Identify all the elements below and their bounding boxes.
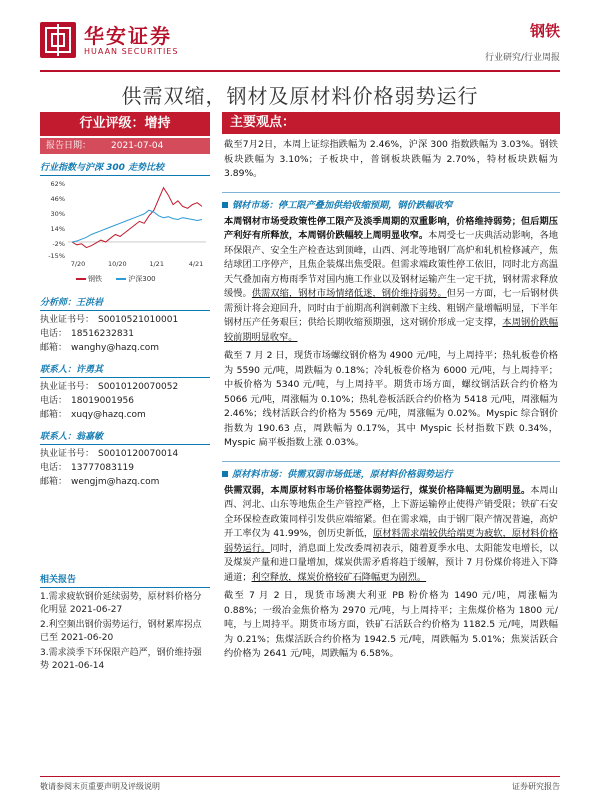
sector-label: 钢铁 [529, 22, 560, 40]
footer-report-type: 证券研究报告 [512, 782, 560, 791]
logo-english-name: HUAAN SECURITIES [84, 47, 179, 56]
left-sidebar [40, 112, 210, 772]
steel-p1: 本周受七一庆典活动影响，各地环保限产、安全生产检查达到顶峰，山西、河北等地钢厂高炉和轧机检修减产，焦结球团工序停产，且焦企装煤出焦受限。但需求端政策性停工依旧，同时北方高温天气叠加南方梅雨季节对国内施工作业以及钢材运输产生一定干扰，钢材需求释放缓慢。 [224, 230, 559, 299]
key-points-heading: 主要观点： [222, 112, 560, 134]
raw-material-heading [222, 461, 560, 480]
analyst-1-title: 分析师：王洪岩 [40, 296, 210, 311]
contact-2-phone-value: 13777083119 [71, 463, 135, 473]
raw-lead: 供需双弱，本周原材料市场价格整体弱势运行，煤炭价格降幅更为剧明显。 [224, 484, 531, 496]
related-report-item[interactable]: 3.需求淡季下环保限产趋严，钢价维持强势 2021-06-14 [40, 648, 202, 671]
industry-rating: 行业评级：增持 [40, 112, 210, 136]
index-comparison-chart [40, 178, 210, 288]
steel-u1: 供需双缩，钢材市场情绪低迷，钢价维持弱势。 [251, 288, 447, 299]
analyst-1-email [40, 341, 210, 355]
chart-title: 行业指数与沪深 300 走势比较 [40, 160, 210, 176]
steel-price-paragraph: 截至 7 月 2 日，现货市场螺纹钢价格为 4900 元/吨，与上周持平；热轧板卷价格为 5590 元/吨，周跌幅为 0.18%；冷轧板卷价格为 6000 元/吨，与上周持平；中板价格为 5340 元/吨，与上周持平。期货市场方面，螺纹钢活跃合约价格为 5066 元/吨，周涨幅为 0.10%；热轧卷板活跃合约价格为 5418 元/吨，周涨幅为 2.46%；线材活跃合约价格为 5569 元/吨，周涨幅为 0.02%。Myspic 综合钢价指数为 190.63 点，周跌幅为 0.17%，其中 Myspic 长材指数下跌 0.34%，Myspic 扁平板指数上涨 0.03%。 [224, 350, 558, 448]
contact-1-license-label: 执业证书号： [40, 382, 95, 392]
header-divider [40, 70, 560, 72]
steel-market-heading-text: 钢材市场：停工限产叠加供给收缩预期，钢价跌幅收窄 [232, 199, 453, 211]
disclaimer-note: 敬请参阅末页重要声明及评级说明 [40, 782, 160, 791]
bullet-square-icon [222, 471, 228, 477]
contact-1-phone [40, 394, 210, 408]
steel-market-body [222, 215, 560, 346]
raw-price-paragraph: 截至 7 月 2 日，现货市场澳大利亚 PB 粉价格为 1490 元/吨，周涨幅为 0.88%；一级冶金焦价格为 2970 元/吨，与上周持平；主焦煤价格为 1800 元/吨，与上周持平。期货市场方面，铁矿石活跃合约价格为 1182.5 元/吨，周跌幅为 0.21%；焦煤活跃合约价格为 1942.5 元/吨，周跌幅为 5.01%；焦炭活跃合约价格为 2641 元/吨，周跌幅为 6.58%。 [224, 590, 558, 659]
legend-csi300-marker [116, 278, 126, 280]
contact-2-email-value[interactable]: wengjm@hazq.com [71, 477, 160, 487]
y-tick-label: 14% [50, 224, 65, 233]
y-tick-label: 62% [50, 180, 65, 188]
related-reports [40, 574, 210, 675]
page-footer [40, 776, 560, 792]
steel-p2: 但另一方面，七一后钢材供需预计将会迎回升，同时由于前期高利润刺激下主线、粗钢产量增幅明显，下半年钢材压产任务艰巨；供给长期收缩预期强，这对钢价形成一定支撑， [224, 288, 559, 328]
contact-1-email-label: 邮箱： [40, 410, 68, 420]
analyst-1 [40, 296, 210, 355]
contact-2-phone [40, 461, 210, 475]
report-date-row [40, 138, 210, 154]
steel-u2: 本周钢价跌幅较前期明显收窄。 [224, 317, 559, 343]
steel-market-heading [222, 192, 560, 211]
series-line-csi300 [72, 210, 202, 242]
analyst-1-license [40, 313, 210, 327]
y-tick-label: -2% [52, 239, 65, 248]
report-date: 2021-07-04 [111, 141, 164, 151]
y-tick-label: 46% [50, 194, 65, 203]
contact-2-license-label: 执业证书号： [40, 449, 95, 459]
y-tick-label: 30% [50, 209, 65, 218]
y-tick-label: -15% [48, 252, 65, 260]
raw-u1: 原材料需求端较供给端更为疲软，原材料价格弱势运行。 [224, 528, 559, 554]
company-logo-icon [40, 22, 76, 58]
contact-1-title: 联系人：许勇其 [40, 363, 210, 378]
contact-2 [40, 430, 210, 489]
analyst-1-email-value[interactable]: wanghy@hazq.com [71, 343, 160, 353]
analyst-1-phone-value: 18516232831 [71, 329, 135, 339]
breadcrumb: 行业研究/行业周报 [484, 53, 560, 63]
contact-1-phone-label: 电话： [40, 396, 68, 406]
report-date-label: 报告日期： [46, 141, 92, 151]
analyst-1-phone [40, 327, 210, 341]
analyst-block [40, 296, 210, 489]
related-reports-title: 相关报告 [40, 574, 210, 588]
bullet-square-icon [222, 202, 228, 208]
contact-1-license-value: S0010120070052 [98, 382, 179, 392]
contact-2-license-value: S0010120070014 [98, 449, 179, 459]
report-title: 供需双缩，钢材及原材料价格弱势运行 [121, 84, 479, 108]
raw-material-body [222, 484, 560, 586]
chart-svg [40, 178, 210, 273]
contact-2-title: 联系人：翁嘉敏 [40, 430, 210, 445]
contact-2-email-label: 邮箱： [40, 477, 68, 487]
logo-chinese-name: 华安证券 [84, 24, 172, 48]
contact-2-license [40, 447, 210, 461]
x-tick-label: 4/21 [188, 260, 204, 268]
contact-1 [40, 363, 210, 422]
analyst-1-phone-label: 电话： [40, 329, 68, 339]
related-report-item[interactable]: 2.利空频出钢价弱势运行，钢材累库拐点已至 2021-06-20 [40, 620, 202, 643]
contact-1-email [40, 408, 210, 422]
related-report-item[interactable]: 1.需求疲软钢价延续弱势，原材料价格分化明显 2021-06-27 [40, 592, 202, 615]
contact-1-phone-value: 18019001956 [71, 396, 135, 406]
x-tick-label: 7/20 [70, 260, 86, 268]
x-tick-label: 1/21 [149, 260, 164, 268]
page-header [40, 20, 560, 68]
x-tick-label: 10/20 [107, 260, 127, 268]
main-content [222, 112, 560, 772]
raw-p1: 本周山西、河北、山东等地焦企生产管控严格，上下游运输停止使得产销受限；铁矿石安全环保检查政策同样引发供应端缩紧。但在需求端，由于钢厂限产情况普遍，高炉开工率仅为 41.99%，创历史新低， [224, 484, 559, 539]
market-summary: 截至7月2日，本周上证综指跌幅为 2.46%，沪深 300 指数跌幅为 3.03%。钢铁板块跌幅为 3.10%；子板块中，普钢板块跌幅为 2.70%，特材板块跌幅为 3.89%。 [224, 139, 558, 179]
raw-u2: 利空释放，煤炭价格较矿石降幅更为剧烈。 [251, 571, 427, 583]
legend-csi300-label: 沪深300 [128, 275, 156, 283]
contact-1-license [40, 380, 210, 394]
analyst-1-license-label: 执业证书号： [40, 315, 95, 325]
analyst-1-email-label: 邮箱： [40, 343, 68, 353]
legend-item-steel [76, 275, 102, 283]
legend-steel-label: 钢铁 [88, 275, 102, 283]
contact-2-phone-label: 电话： [40, 463, 68, 473]
contact-1-email-value[interactable]: xuqy@hazq.com [71, 410, 146, 420]
chart-legend [76, 274, 168, 284]
analyst-1-license-value: S0010521010001 [98, 315, 179, 325]
legend-steel-marker [76, 278, 86, 280]
steel-lead: 本周钢材市场受政策性停工限产及淡季周期的双重影响，价格维持弱势；但后期压产利好有所释放，本周钢价跌幅较上周明显收窄。 [224, 215, 558, 241]
contact-2-email [40, 475, 210, 489]
legend-item-csi300 [116, 275, 155, 283]
raw-material-heading-text: 原材料市场：供需双弱市场低迷，原材料价格弱势运行 [232, 468, 453, 480]
raw-p2: 同时，消息面上发改委周初表示，随着夏季水电、太阳能发电增长，以及煤炭产量和进口量增加，煤炭供需矛盾将趋于缓解，预计 7 月份煤价将进入下降通道； [224, 542, 559, 583]
